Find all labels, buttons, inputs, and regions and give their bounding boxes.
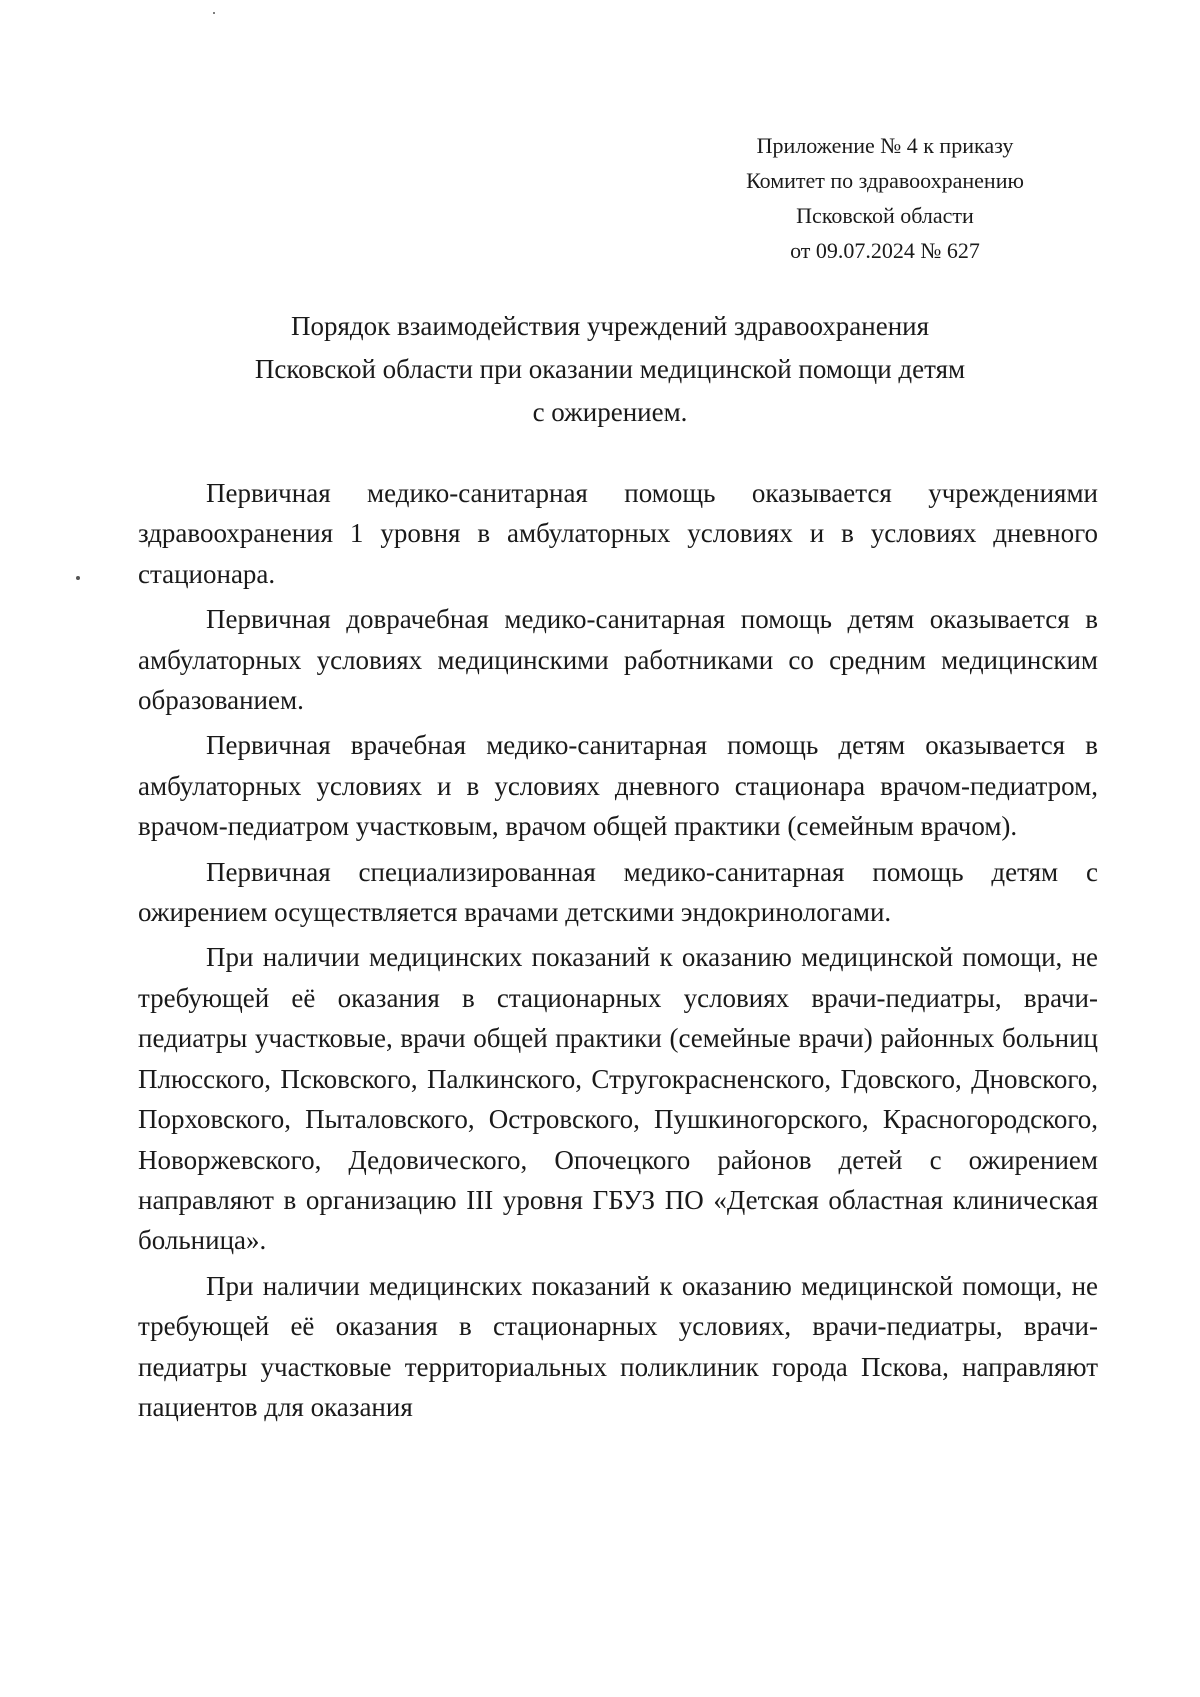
document-body xyxy=(138,473,1098,1432)
scan-speck xyxy=(76,576,80,580)
order-date-line: от 09.07.2024 № 627 xyxy=(790,238,980,263)
committee-line: Комитет по здравоохранению xyxy=(746,168,1024,193)
title-line: с ожирением. xyxy=(532,397,688,427)
scan-speck xyxy=(213,12,215,14)
body-paragraph: Первичная врачебная медико-санитарная помощь детям оказывается в амбулаторных условиях и в условиях дневного стационара врачом-педиатром, врачом-педиатром участковым, врачом общей практики (семейным врачом). xyxy=(138,730,1098,842)
order-annex-header xyxy=(700,128,1070,268)
body-paragraph: Первичная доврачебная медико-санитарная помощь детям оказывается в амбулаторных условиях медицинскими работниками со средним медицинским образованием. xyxy=(138,604,1098,716)
body-paragraph: При наличии медицинских показаний к оказанию медицинской помощи, не требующей её оказания в стационарных условиях, врачи-педиатры, врачи-педиатры участковые территориальных поликлиник города Пскова, направляют пациентов для оказания xyxy=(138,1270,1098,1422)
annex-number-line: Приложение № 4 к приказу xyxy=(756,133,1014,158)
document-title xyxy=(150,305,1070,434)
title-line: Псковской области при оказании медицинской помощи детям xyxy=(254,354,966,384)
body-paragraph: Первичная специализированная медико-санитарная помощь детям с ожирением осуществляется врачами детскими эндокринологами. xyxy=(138,856,1098,928)
title-line: Порядок взаимодействия учреждений здравоохранения xyxy=(290,311,930,341)
body-paragraph: Первичная медико-санитарная помощь оказывается учреждениями здравоохранения 1 уровня в амбулаторных условиях и в условиях дневного стационара. xyxy=(138,478,1098,589)
body-paragraph: При наличии медицинских показаний к оказанию медицинской помощи, не требующей её оказания в стационарных условиях врачи-педиатры, врачи-педиатры участковые, врачи общей практики (семейные врачи) районных больниц Плюсского, Псковского, Палкинского, Стругокрасненского, Гдовского, Дновского, Порховского, Пыталовского, Островского, Пушкиногорского, Красногородского, Новоржевского, Дедовического, Опочецкого районов детей с ожирением направляют в организацию III уровня ГБУЗ ПО «Детская областная клиническая больница». xyxy=(138,942,1098,1256)
region-line: Псковской области xyxy=(796,203,974,228)
